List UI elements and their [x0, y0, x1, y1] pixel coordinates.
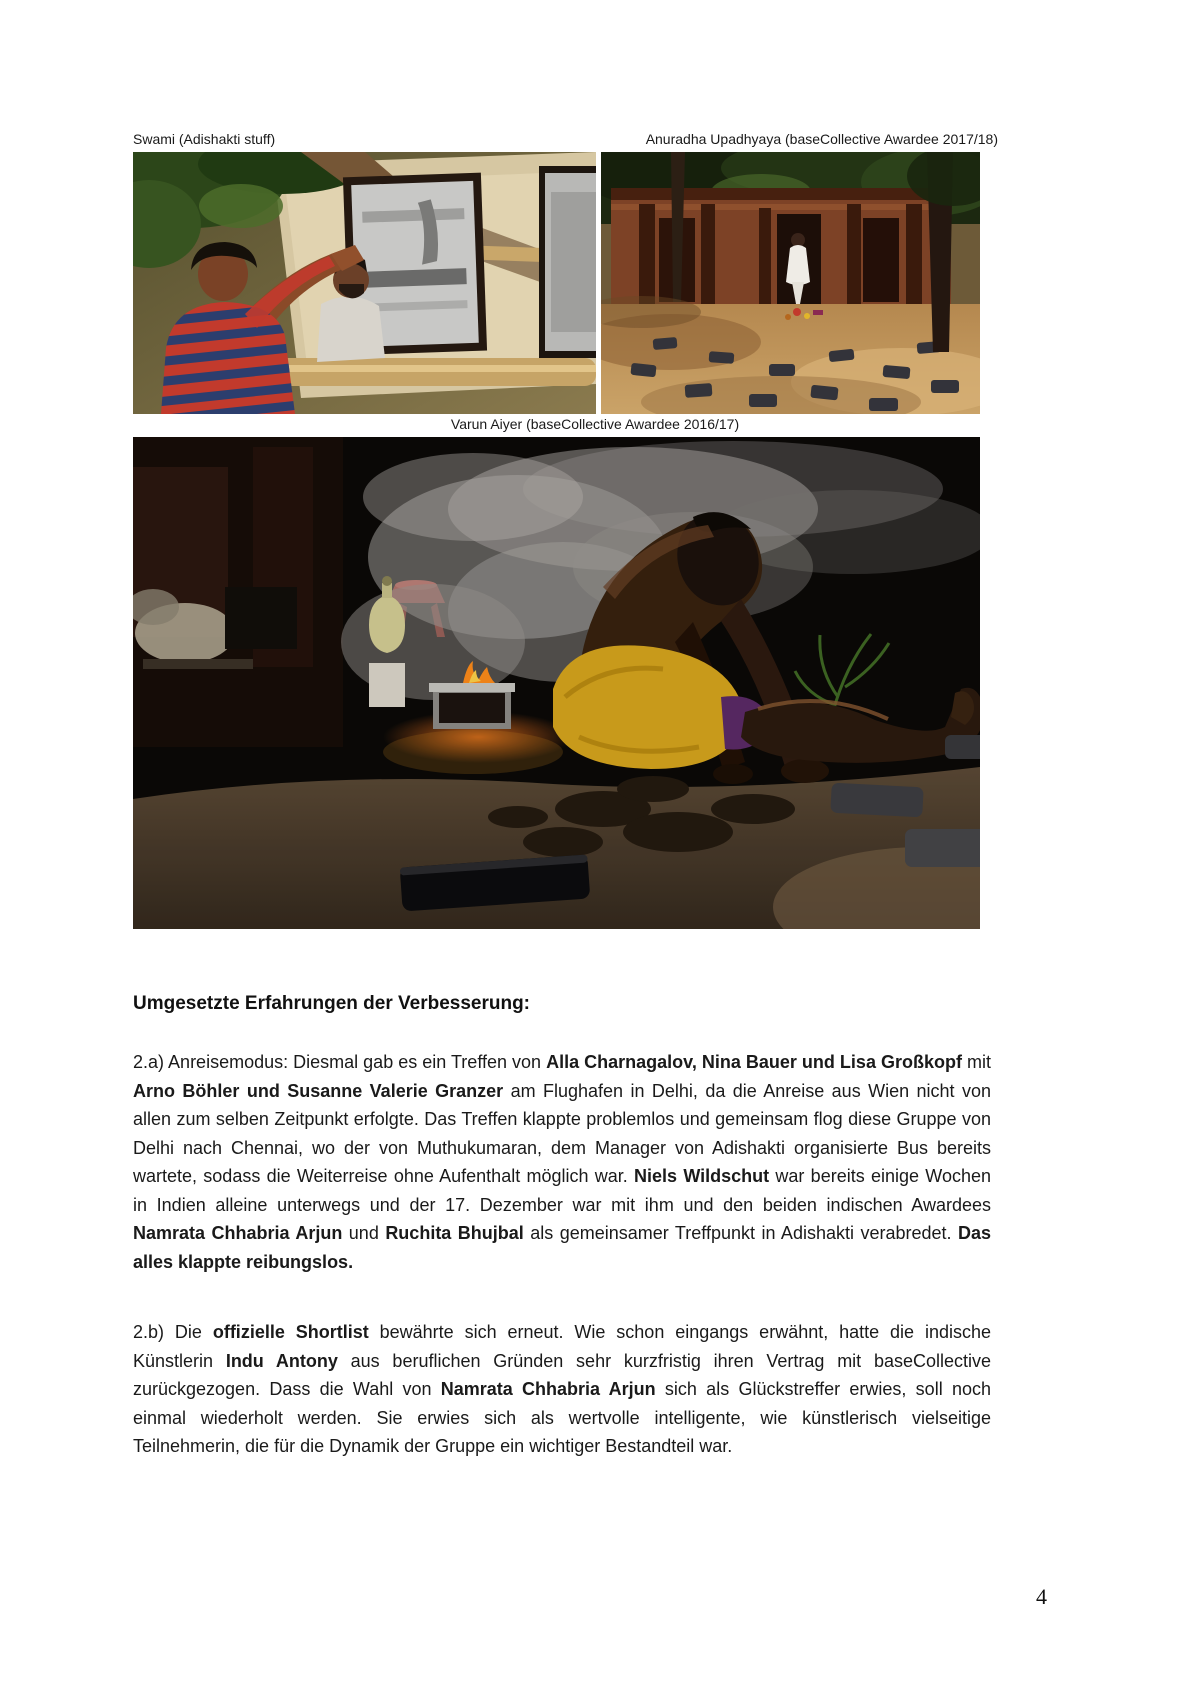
paragraph [133, 1318, 991, 1461]
caption-middle: Varun Aiyer (baseCollective Awardee 2016/17) [450, 416, 740, 432]
text-segment: mit [961, 1052, 992, 1072]
text-segment: bewährte sich erneut. Wie schon eingangs erwähnt, hatte die indische Künstlerin [133, 1322, 991, 1371]
photo-swami [133, 152, 596, 414]
bold-text-segment: Ruchita Bhujbal [385, 1223, 524, 1243]
photo-varun-illustration [133, 437, 980, 929]
text-segment: als gemeinsamer Treffpunkt in Adishakti verabredet. [523, 1223, 958, 1243]
caption-top-left: Swami (Adishakti stuff) [133, 131, 276, 147]
bold-text-segment: Namrata Chhabria Arjun [440, 1379, 656, 1399]
page-number: 4 [1036, 1584, 1047, 1609]
body-paragraphs [133, 1048, 991, 1503]
photo-swami-illustration [133, 152, 596, 414]
bold-text-segment: Indu Antony [225, 1350, 338, 1371]
text-segment: aus beruflichen Gründen sehr kurzfristig ihren Vertrag mit baseCollective zurückgezogen. Dass die Wahl von [133, 1350, 992, 1399]
bold-text-segment: offizielle Shortlist [212, 1322, 369, 1342]
text-segment: und [342, 1223, 386, 1243]
text-segment: sich als Glückstreffer erwies, soll noch einmal wiederholt werden. Sie erwies sich als wertvolle intelligente, wie künstlerisch vielseitige Teilnehmerin, die für die Dynamik der Gruppe ein wichtiger Bestandteil war. [133, 1379, 991, 1456]
bold-text-segment: Arno Böhler und Susanne Valerie Granzer [133, 1080, 504, 1101]
photo-anuradha-illustration [601, 152, 980, 414]
photo-anuradha [601, 152, 980, 414]
bold-text-segment: Das alles klappte reibungslos. [133, 1223, 991, 1272]
text-segment: 2.a) Anreisemodus: Diesmal gab es ein Treffen von [133, 1052, 547, 1072]
text-segment: am Flughafen in Delhi, da die Anreise aus Wien nicht von allen zum selben Zeitpunkt erfolgte. Das Treffen klappte problemlos und gemeinsam flog diese Gruppe von Delhi nach Chennai, wo der von Muthukumaran, dem Manager von Adishakti organisierte Bus bereits wartete, sodass die Weiterreise ohne Aufenthalt möglich war. [133, 1080, 991, 1186]
bold-text-segment: Alla Charnagalov, Nina Bauer und Lisa Großkopf [546, 1052, 962, 1072]
caption-top-right: Anuradha Upadhyaya (baseCollective Awardee 2017/18) [645, 131, 998, 147]
bold-text-segment: Niels Wildschut [634, 1166, 770, 1186]
bold-text-segment: Namrata Chhabria Arjun [133, 1223, 343, 1243]
photo-varun [133, 437, 980, 929]
section-heading: Umgesetzte Erfahrungen der Verbesserung: [133, 993, 530, 1014]
text-segment: 2.b) Die [133, 1322, 213, 1342]
paragraph [133, 1048, 991, 1276]
text-segment: war bereits einige Wochen in Indien alleine unterwegs und der 17. Dezember war mit ihm und den beiden indischen Awardees [133, 1166, 991, 1215]
